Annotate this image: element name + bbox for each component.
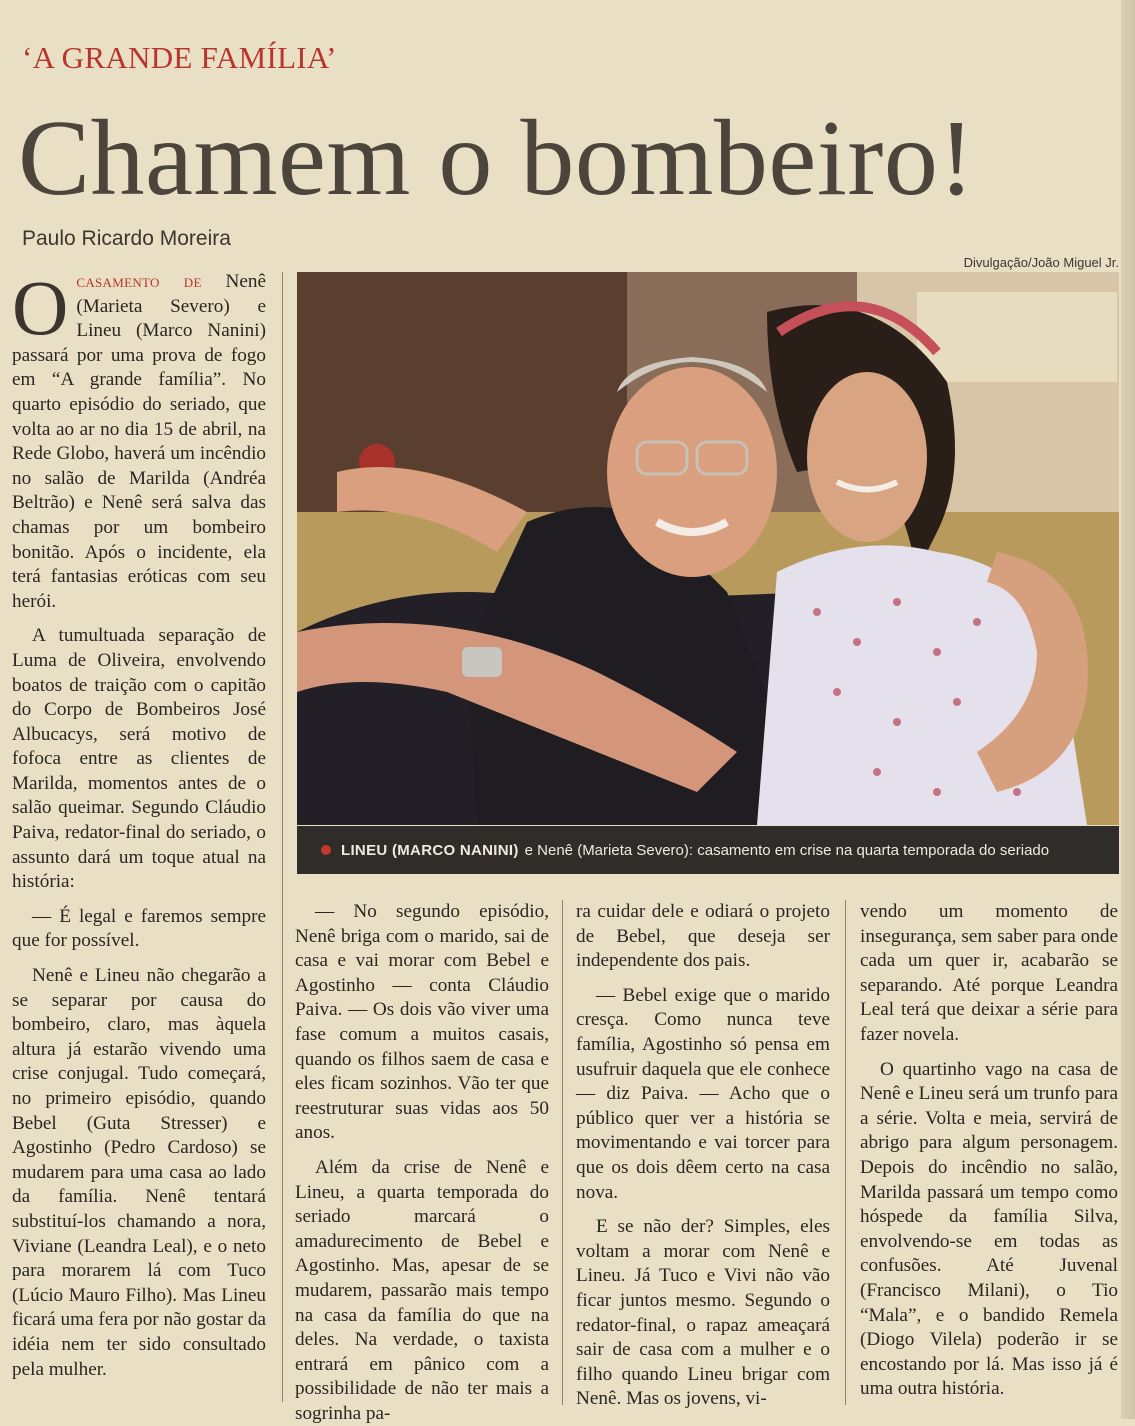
paragraph: A tumultuada separação de Luma de Oliveira, envolvendo boatos de traição com o capitão do Corpo de Bombeiros José Albucacys, será motivo de fofoca entre as clientes de Marilda, momentos antes de o salão queimar. Segundo Cláudio Paiva, redator-final do seriado, o assunto dará um toque atual na história: bbox=[12, 625, 266, 893]
paragraph: O quartinho vago na casa de Nenê e Lineu será um trunfo para a série. Volta e meia, servirá de abrigo para algum personagem. Depois do incêndio no salão, Marilda passará um tempo como hóspede da família Silva, envolvendo-se em todas as confusões. Até Juvenal (Francisco Milani), o Tio “Mala”, e o bandido Remela (Diogo Vilela) poderão ir se encostando por lá. Mas isso já é uma outra história. bbox=[860, 1058, 1118, 1400]
caption-bold: LINEU (MARCO NANINI) bbox=[341, 841, 519, 859]
article-column-1 bbox=[12, 264, 267, 1410]
paragraph: vendo um momento de insegurança, sem saber para onde cada um quer ir, acabarão se separando. Até porque Leandra Leal terá que deixar a série para fazer novela. bbox=[860, 901, 1118, 1045]
paragraph: — Bebel exige que o marido cresça. Como nunca teve família, Agostinho só pensa em usufruir daquela que ele conhece — diz Paiva. — Acho que o público quer ver a história se movimentando e vai torcer para que os dois dêem certo na casa nova. bbox=[576, 984, 830, 1203]
caption-text: e Nenê (Marieta Severo): casamento em crise na quarta temporada do seriado bbox=[524, 841, 1050, 859]
caption-bullet-icon bbox=[321, 845, 331, 855]
paragraph: — É legal e faremos sempre que for possível. bbox=[12, 905, 266, 952]
paragraph: E se não der? Simples, eles voltam a morar com Nenê e Lineu. Já Tuco e Vivi não vão ficar juntos mesmo. Segundo o redator-final, o rapaz ameaçará sair de casa com a mulher e o filho quando Lineu brigar com Nenê. Mas os jovens, vi- bbox=[576, 1216, 830, 1410]
photo-credit: Divulgação/João Miguel Jr. bbox=[963, 255, 1119, 270]
byline: Paulo Ricardo Moreira bbox=[22, 227, 231, 250]
drop-cap: O bbox=[12, 264, 69, 351]
article-column-2 bbox=[295, 900, 549, 1424]
paragraph: Além da crise de Nenê e Lineu, a quarta temporada do seriado marcará o amadurecimento de Bebel e Agostinho. Mas, apesar de se mudarem, passarão mais tempo na casa da família do que na deles. Na verdade, o taxista entrará em pânico com a possibilidade de não ter mais a sogrinha pa- bbox=[295, 1156, 549, 1424]
headline: Chamem o bombeiro! bbox=[18, 99, 975, 218]
paragraph: ra cuidar dele e odiará o projeto de Bebel, que deseja ser independente dos pais. bbox=[576, 901, 830, 972]
column-rule bbox=[845, 900, 846, 1405]
paragraph-lead: Ocasamento de Nenê (Marieta Severo) e Lineu (Marco Nanini) passará por uma prova de fogo em “A grande família”. No quarto episódio do seriado, que volta ao ar no dia 15 de abril, na Rede Globo, haverá um incêndio no salão de Marilda (Andréa Beltrão) e Nenê será salva das chamas por um bombeiro bonitão. Após o incidente, ela terá fantasias eróticas com seu herói. bbox=[12, 264, 267, 612]
column-rule bbox=[282, 272, 283, 1402]
clipping-edge bbox=[1121, 0, 1135, 1419]
section-kicker: ‘A GRANDE FAMÍLIA’ bbox=[22, 40, 337, 75]
paragraph: Nenê e Lineu não chegarão a se separar por causa do bombeiro, claro, mas àquela altura já estarão vivendo uma crise conjugal. Tudo começará, no primeiro episódio, quando Bebel (Guta Stresser) e Agostinho (Pedro Cardoso) se mudarem para uma casa ao lado da família. Nenê tentará substituí-los chamando a nora, Viviane (Leandra Leal), e o neto para morarem lá com Tuco (Lúcio Mauro Filho). Mas Lineu ficará uma fera por não gostar da idéia nem ter sido consultado pela mulher. bbox=[12, 965, 266, 1380]
photo-illustration bbox=[297, 272, 1119, 825]
article-photo bbox=[297, 272, 1119, 825]
lead-in: casamento de bbox=[76, 271, 202, 292]
paragraph: — No segundo episódio, Nenê briga com o marido, sai de casa e vai morar com Bebel e Agostinho — conta Cláudio Paiva. — Os dois vão viver uma fase comum a muitos casais, quando os filhos saem de casa e eles ficam sozinhos. Vão ter que reestruturar suas vidas aos 50 anos. bbox=[295, 901, 549, 1144]
photo-caption bbox=[297, 826, 1119, 874]
column-rule bbox=[562, 900, 563, 1405]
article-column-4 bbox=[860, 900, 1118, 1410]
article-column-3 bbox=[576, 900, 830, 1410]
